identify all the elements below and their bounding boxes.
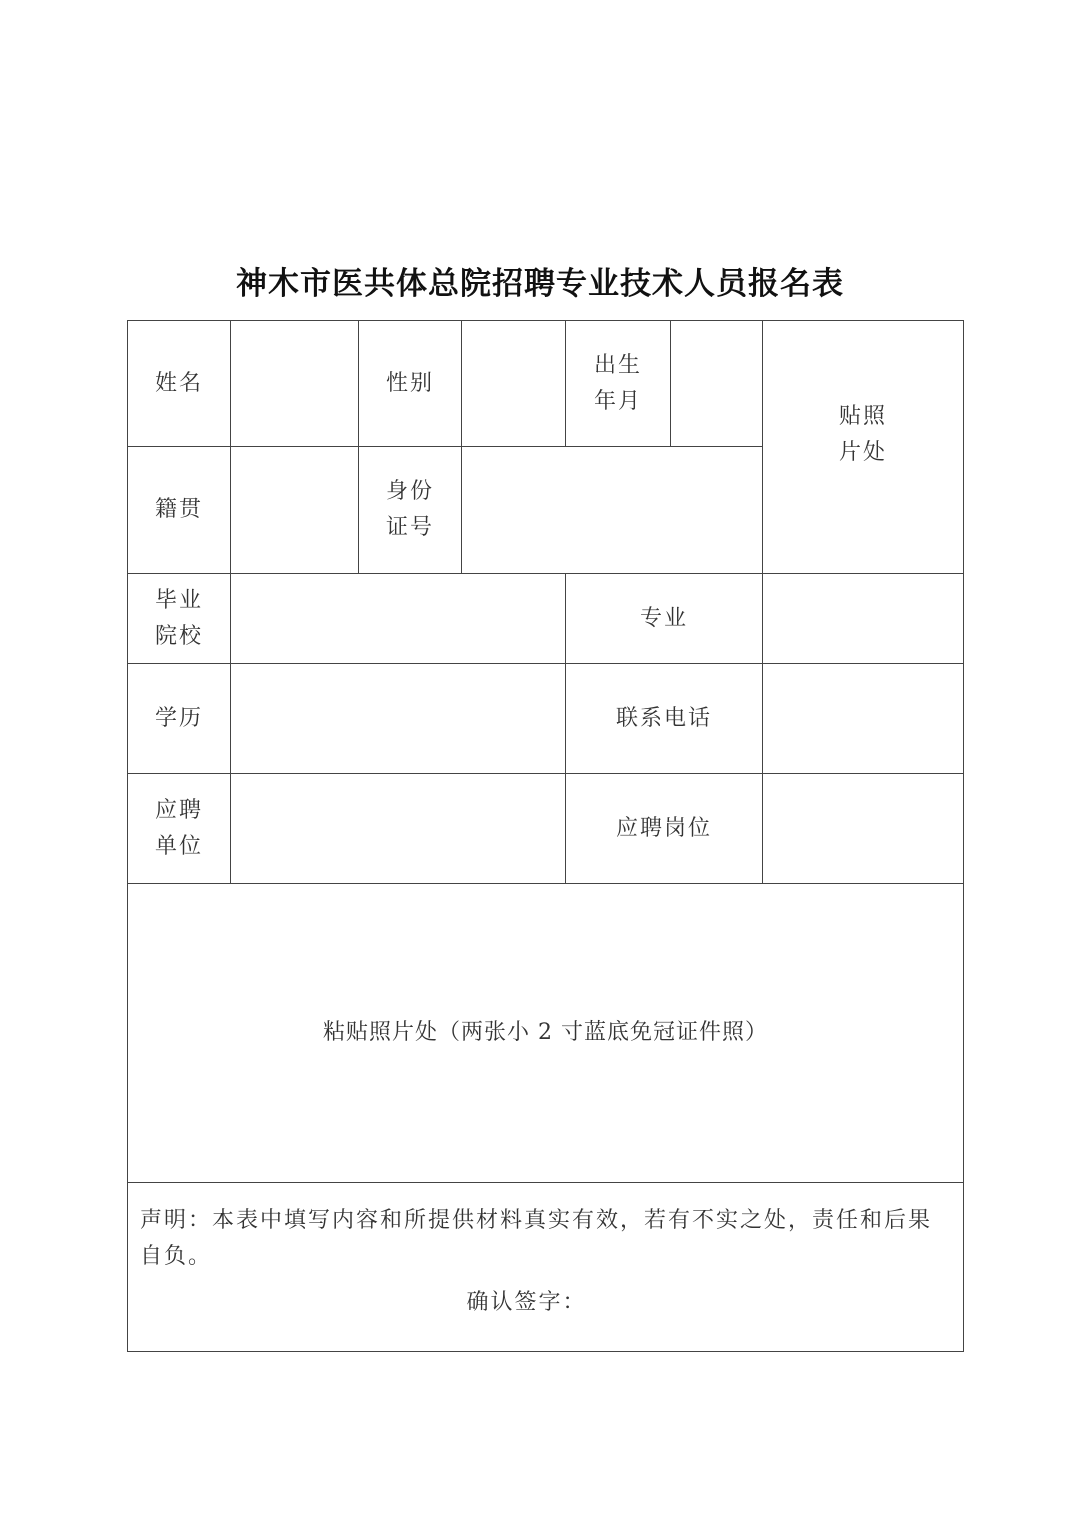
- birth-date-label: [566, 321, 671, 447]
- school-label-line1: 毕业: [154, 587, 203, 613]
- education-field[interactable]: [231, 664, 566, 774]
- photo-label-line1: 贴照: [838, 404, 887, 429]
- photo-paste-area[interactable]: [128, 884, 964, 1183]
- row-basic-info: [128, 321, 964, 447]
- position-field[interactable]: [763, 774, 964, 884]
- photo-area[interactable]: [763, 321, 964, 574]
- major-field[interactable]: [763, 574, 964, 664]
- gender-field[interactable]: [462, 321, 566, 447]
- id-number-field[interactable]: [462, 447, 763, 574]
- school-label: [128, 574, 231, 664]
- unit-field[interactable]: [231, 774, 566, 884]
- row-statement: [128, 1183, 964, 1352]
- name-field[interactable]: [231, 321, 359, 447]
- id-label-line2: 证号: [385, 515, 434, 540]
- native-place-field[interactable]: [231, 447, 359, 574]
- position-label: 应聘岗位: [566, 774, 763, 884]
- unit-label-line1: 应聘: [154, 797, 203, 823]
- statement-cell: [128, 1183, 964, 1352]
- birth-label-line2: 年月: [593, 388, 642, 414]
- photo-label-line2: 片处: [838, 440, 887, 465]
- photo-paste-label: 粘贴照片处（两张小 2 寸蓝底免冠证件照）: [323, 1020, 768, 1045]
- form-title: 神木市医共体总院招聘专业技术人员报名表: [236, 266, 844, 302]
- birth-date-field[interactable]: [671, 321, 763, 447]
- gender-label: 性别: [359, 321, 462, 447]
- unit-label: [128, 774, 231, 884]
- row-photo-paste: [128, 884, 964, 1183]
- major-label: 专业: [566, 574, 763, 664]
- phone-field[interactable]: [763, 664, 964, 774]
- unit-label-line2: 单位: [154, 833, 203, 859]
- signature-label: 确认签字：: [466, 1290, 587, 1315]
- name-label: 姓名: [128, 321, 231, 447]
- school-field[interactable]: [231, 574, 566, 664]
- row-school-major: [128, 574, 964, 664]
- phone-label: 联系电话: [566, 664, 763, 774]
- id-number-label: [359, 447, 462, 574]
- statement-text: 声明：本表中填写内容和所提供材料真实有效，若有不实之处，责任和后果自负。: [140, 1208, 933, 1269]
- row-education-phone: [128, 664, 964, 774]
- registration-form-table: [127, 320, 964, 1352]
- education-label: 学历: [128, 664, 231, 774]
- birth-label-line1: 出生: [593, 352, 642, 378]
- native-place-label: 籍贯: [128, 447, 231, 574]
- id-label-line1: 身份: [385, 479, 434, 504]
- row-unit-position: [128, 774, 964, 884]
- school-label-line2: 院校: [154, 623, 203, 649]
